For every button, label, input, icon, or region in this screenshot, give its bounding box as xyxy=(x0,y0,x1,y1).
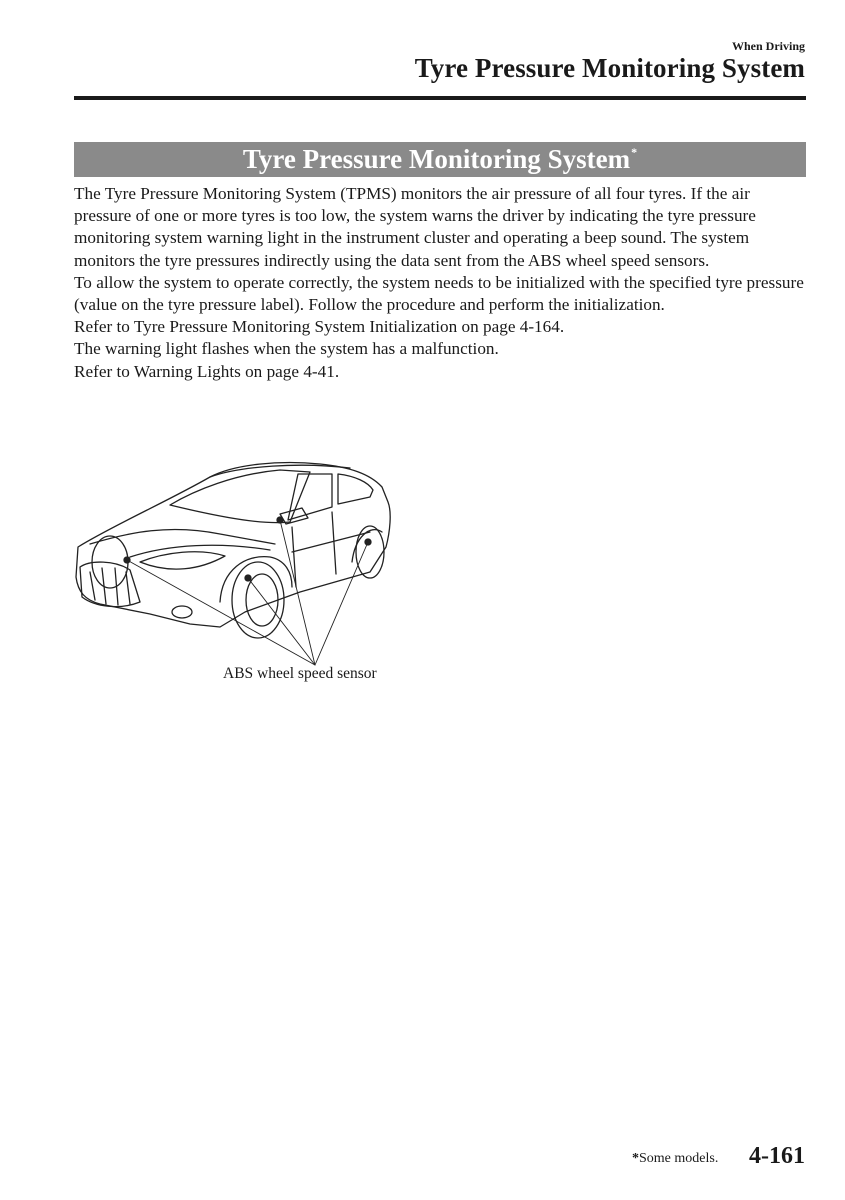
body-text xyxy=(74,183,809,383)
footnote-asterisk: * xyxy=(632,1151,639,1166)
leader-line-3 xyxy=(280,520,315,665)
page-number: 4-161 xyxy=(749,1143,805,1169)
car-sensor-illustration xyxy=(70,452,410,667)
header-divider xyxy=(74,96,806,100)
paragraph-refer-initialization: Refer to Tyre Pressure Monitoring System Initialization on page 4-164. xyxy=(74,317,565,337)
page-title: Tyre Pressure Monitoring System xyxy=(414,53,805,83)
paragraph-malfunction: The warning light flashes when the system has a malfunction. xyxy=(74,339,499,359)
rear-wheel xyxy=(356,526,384,578)
paragraph-initialization: To allow the system to operate correctly, the system needs to be initialized with the specified tyre pressure (value on the tyre pressure label). Follow the procedure and perform the initialization. xyxy=(74,272,804,315)
section-banner xyxy=(74,142,806,177)
banner-asterisk: * xyxy=(631,145,638,159)
figure-caption: ABS wheel speed sensor xyxy=(223,665,377,682)
banner-title: Tyre Pressure Monitoring System xyxy=(242,144,631,174)
leader-line-4 xyxy=(315,542,368,665)
footnote xyxy=(632,1151,718,1167)
footnote-text: Some models. xyxy=(639,1151,719,1166)
leader-line-1 xyxy=(127,560,315,665)
paragraph-intro: The Tyre Pressure Monitoring System (TPMS) monitors the air pressure of all four tyres. If the air pressure of one or more tyres is too low, the system warns the driver by indicating the tyre pressure monitoring system warning light in the instrument cluster and operating a beep sound. The system monitors the tyre pressures indirectly using the data sent from the ABS wheel speed sensors. xyxy=(74,184,756,270)
section-label: When Driving xyxy=(731,39,805,53)
paragraph-refer-warning-lights: Refer to Warning Lights on page 4-41. xyxy=(74,361,340,381)
